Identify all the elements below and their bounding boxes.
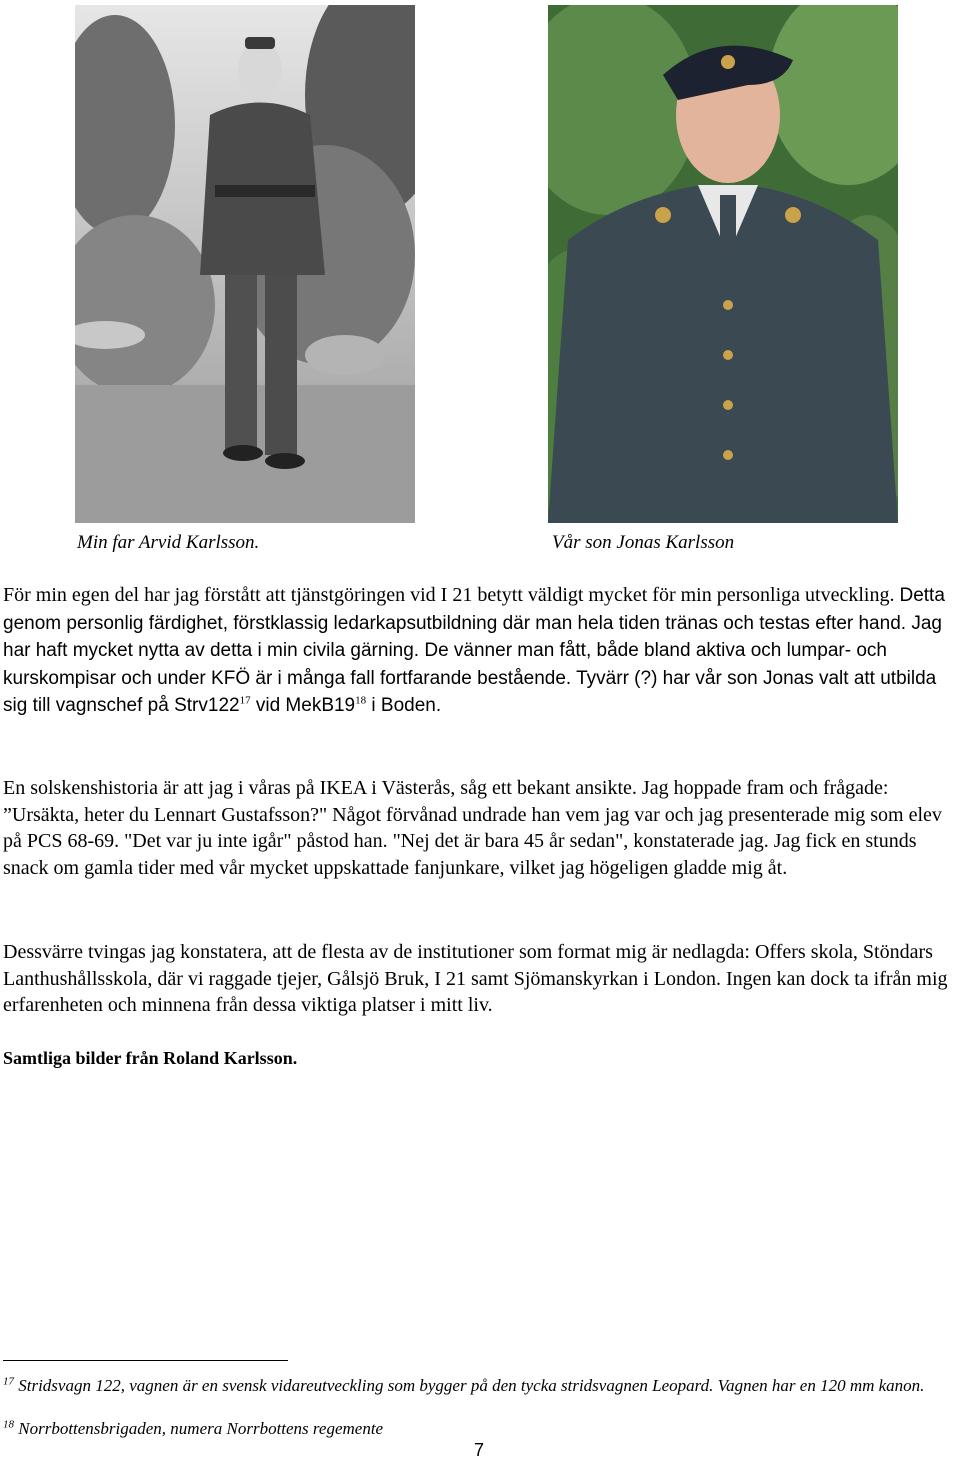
- footnote-18: [3, 1418, 958, 1439]
- caption-right: Vår son Jonas Karlsson: [552, 532, 735, 553]
- page-number: 7: [474, 1440, 485, 1460]
- photo-credit: Samtliga bilder från Roland Karlsson.: [3, 1048, 298, 1068]
- caption-left: Min far Arvid Karlsson.: [77, 532, 260, 553]
- paragraph-ikea-story: En solskenshistoria är att jag i våras på IKEA i Västerås, såg ett bekant ansikte. Jag hoppade fram och frågade: ”Ursäkta, heter du Lennart Gustafsson?" Något förvånad undrade han vem jag var och jag presenterade mig som elev på PCS 68-69. "Det var ju inte igår" påstod han. "Nej det är bara 45 år sedan", konstaterade jag. Jag fick en stunds snack om gamla tider med vår mycket uppskattade fanjunkare, vilket jag högeligen gladde mig åt.: [3, 777, 942, 879]
- footnote-number: 18: [3, 1418, 14, 1431]
- paragraph-service-part3: vid MekB19: [250, 695, 356, 716]
- footnote-text: Stridsvagn 122, vagnen är en svensk vidareutveckling som bygger på den tycka stridsvagnen Leopard. Vagnen har en 120 mm kanon.: [18, 1376, 925, 1395]
- footnote-number: 17: [3, 1375, 14, 1388]
- footnote-ref-18[interactable]: 18: [355, 694, 367, 707]
- footnote-ref-17[interactable]: 17: [239, 694, 251, 707]
- paragraph-service: [3, 582, 960, 720]
- footnote-text: Norrbottensbrigaden, numera Norrbottens regemente: [18, 1419, 384, 1438]
- footnote-divider: [3, 1360, 288, 1361]
- paragraph-service-part4: i Boden.: [366, 695, 442, 716]
- footnote-17: [3, 1375, 958, 1396]
- paragraph-service-part2: Detta genom personlig färdighet, förstklassig ledarkapsutbildning där man hela tiden tränas och testas efter hand. Jag har haft mycket nytta av detta i min civila gärning. De vänner man fått, både bland aktiva och lumpar- och kurskompisar och under KFÖ är i många fall fortfarande bestående. Tyvärr (?) har vår son Jonas valt att utbilda sig till vagnschef på Strv122: [3, 585, 945, 716]
- paragraph-institutions: Dessvärre tvingas jag konstatera, att de flesta av de institutioner som format mig är nedlagda: Offers skola, Stöndars Lanthushållsskola, där vi raggade tjejer, Gålsjö Bruk, I 21 samt Sjömanskyrkan i London. Ingen kan dock ta ifrån mig erfarenheten och minnena från dessa viktiga platser i mitt liv.: [3, 941, 948, 1016]
- paragraph-service-part1: För min egen del har jag förstått att tjänstgöringen vid I 21 betytt väldigt mycket för min personliga utveckling.: [3, 584, 900, 606]
- photo-jonas-karlsson: [548, 5, 898, 523]
- photo-arvid-karlsson: [75, 5, 415, 523]
